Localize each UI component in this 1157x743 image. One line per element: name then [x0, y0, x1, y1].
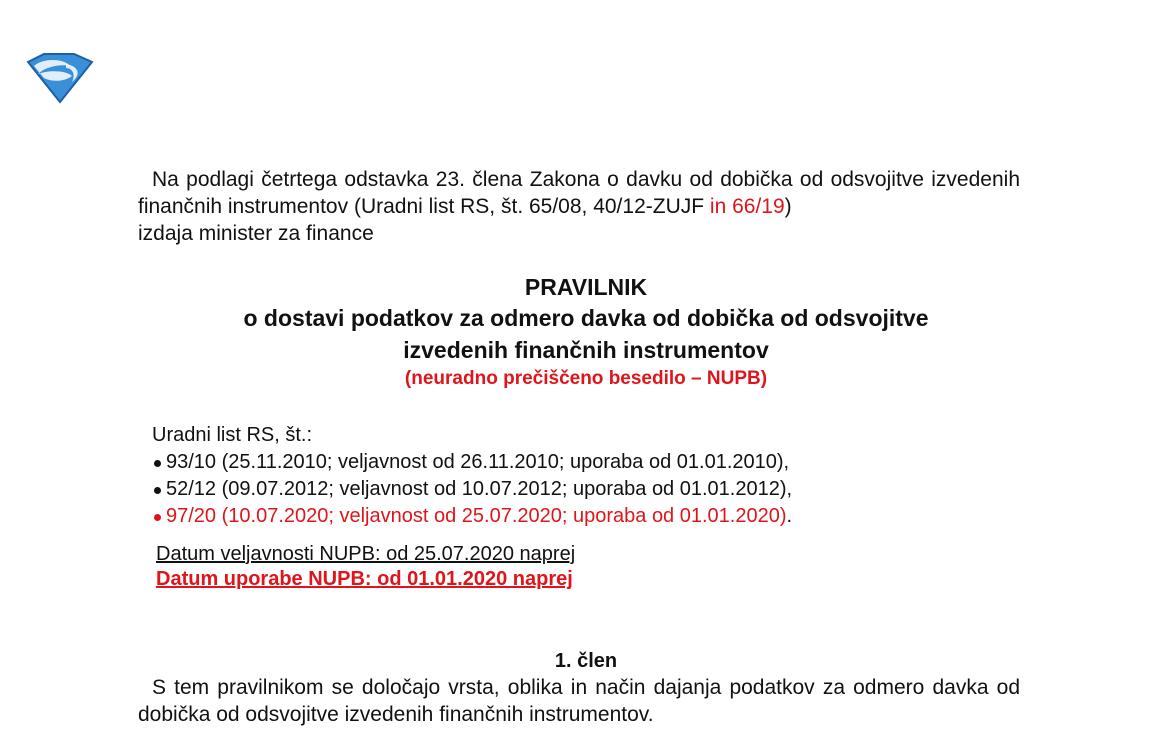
- intro-paragraph: [138, 166, 1020, 247]
- gazette-item-text: 97/20 (10.07.2020; veljavnost od 25.07.2020; uporaba od 01.01.2020): [166, 505, 787, 527]
- gazette-item-text: 93/10 (25.11.2010; veljavnost od 26.11.2010; uporaba od 01.01.2010),: [166, 451, 790, 473]
- gazette-item-text: 52/12 (09.07.2012; veljavnost od 10.07.2012; uporaba od 01.01.2012),: [166, 478, 793, 500]
- intro-issuer: izdaja minister za finance: [138, 222, 374, 245]
- document-subtitle-line2: izvedenih finančnih instrumentov: [403, 337, 769, 363]
- bullet-icon: [154, 514, 161, 521]
- gazette-item: [152, 449, 792, 476]
- bullet-icon: [154, 460, 161, 467]
- document-title: PRAVILNIK: [524, 274, 648, 300]
- gazette-heading: Uradni list RS, št.:: [152, 424, 313, 446]
- gazette-item-suffix: .: [786, 505, 793, 527]
- intro-text: Na podlagi četrtega odstavka 23. člena Zakona o davku od dobička od odsvojitve izvedenih finančnih instrumentov (Uradni list RS, št. 65/08, 40/12-ZUJF: [138, 168, 1020, 218]
- article-heading: 1. člen: [554, 650, 618, 672]
- gazette-list: [152, 422, 792, 530]
- document-title-block: [138, 272, 1034, 392]
- nupb-dates: [156, 542, 575, 592]
- validity-date: Datum veljavnosti NUPB: od 25.07.2020 naprej: [156, 543, 576, 565]
- intro-amendment: in 66/19: [709, 195, 785, 218]
- article-text: S tem pravilnikom se določajo vrsta, oblika in način dajanja podatkov za odmero davka od dobička od odsvojitve izvedenih finančnih instrumentov.: [138, 676, 1020, 726]
- bullet-icon: [154, 487, 161, 494]
- document-subtitle-line1: o dostavi podatkov za odmero davka od dobička od odsvojitve: [243, 305, 929, 331]
- intro-closing: ): [784, 195, 792, 218]
- application-date: Datum uporabe NUPB: od 01.01.2020 naprej: [156, 568, 573, 590]
- gazette-item: [152, 476, 792, 503]
- publisher-logo: [22, 52, 96, 104]
- article-body: [138, 674, 1020, 728]
- document-note: (neuradno prečiščeno besedilo – NUPB): [404, 368, 768, 389]
- gazette-item-highlighted: [152, 503, 792, 530]
